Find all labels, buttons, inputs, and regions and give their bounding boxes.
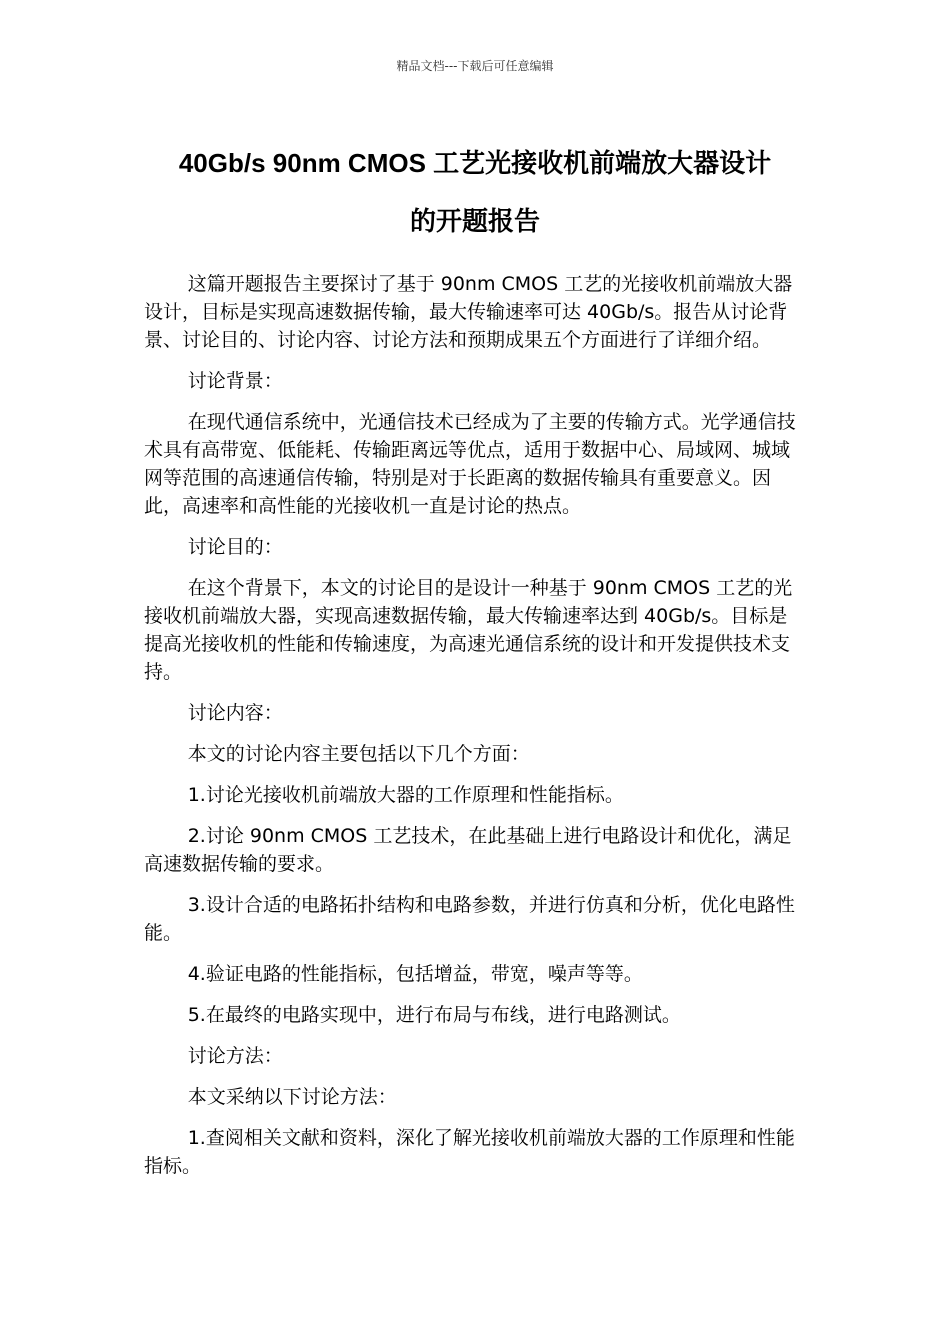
header-note: 精品文档---下载后可任意编辑 — [396, 59, 554, 73]
content-item-2: 2.讨论 90nm CMOS 工艺技术，在此基础上进行电路设计和优化，满足高速数据传输的要求。 — [144, 825, 792, 875]
content-item-1: 1.讨论光接收机前端放大器的工作原理和性能指标。 — [187, 784, 624, 806]
content-item-4: 4.验证电路的性能指标，包括增益，带宽，噪声等等。 — [187, 963, 643, 985]
content-intro-paragraph: 本文的讨论内容主要包括以下几个方面： — [187, 743, 530, 765]
title-line-2: 的开题报告 — [409, 206, 540, 236]
background-paragraph: 在现代通信系统中，光通信技术已经成为了主要的传输方式。光学通信技术具有高带宽、低能耗、传输距离远等优点，适用于数据中心、局域网、城域网等范围的高速通信传输，特别是对于长距离的数据传输具有重要意义。因此，高速率和高性能的光接收机一直是讨论的热点。 — [144, 411, 796, 517]
section-heading-purpose: 讨论目的： — [187, 536, 283, 558]
section-heading-background: 讨论背景： — [187, 370, 283, 392]
purpose-paragraph: 在这个背景下，本文的讨论目的是设计一种基于 90nm CMOS 工艺的光接收机前端放大器，实现高速数据传输，最大传输速率达到 40Gb/s。目标是提高光接收机的性能和传输速度，为高速光通信系统的设计和开发提供技术支持。 — [144, 577, 793, 683]
section-heading-content: 讨论内容： — [187, 702, 283, 724]
method-item-1: 1.查阅相关文献和资料，深化了解光接收机前端放大器的工作原理和性能指标。 — [144, 1127, 795, 1177]
title-line-1: 40Gb/s 90nm CMOS 工艺光接收机前端放大器设计 — [178, 148, 772, 178]
document-body — [144, 270, 806, 1193]
content-item-3: 3.设计合适的电路拓扑结构和电路参数，并进行仿真和分析，优化电路性能。 — [144, 894, 795, 944]
method-intro-paragraph: 本文采纳以下讨论方法： — [187, 1086, 397, 1108]
section-heading-method: 讨论方法： — [187, 1045, 283, 1067]
intro-paragraph: 这篇开题报告主要探讨了基于 90nm CMOS 工艺的光接收机前端放大器设计，目标是实现高速数据传输，最大传输速率可达 40Gb/s。报告从讨论背景、讨论目的、讨论内容、讨论方法和预期成果五个方面进行了详细介绍。 — [144, 273, 793, 351]
document-title — [120, 134, 830, 250]
content-item-5: 5.在最终的电路实现中，进行布局与布线，进行电路测试。 — [187, 1004, 681, 1026]
